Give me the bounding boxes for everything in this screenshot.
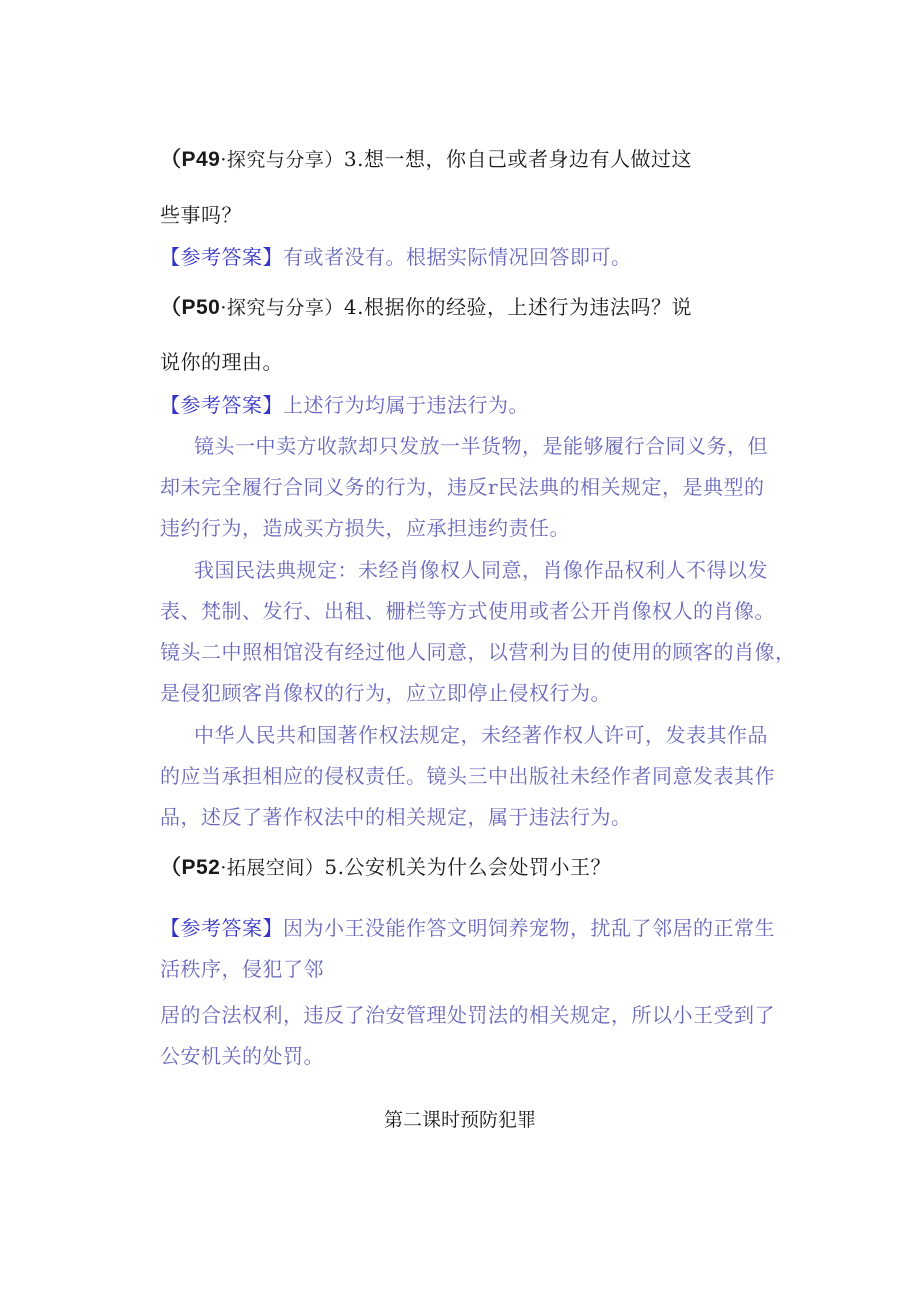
answer-4-para-1-line-2: 却未完全履行合同义务的行为，违反r民法典的相关规定，是典型的 xyxy=(160,475,765,499)
answer-5-line-3: 居的合法权利，违反了治安管理处罚法的相关规定，所以小王受到了 xyxy=(160,1003,775,1027)
question-3-text: 3.想一想，你自己或者身边有人做过这 xyxy=(343,147,693,171)
answer-4-para-2-line-1: 我国民法典规定：未经肖像权人同意，肖像作品权利人不得以发 xyxy=(194,558,768,582)
question-4-section: ·探究与分享） xyxy=(220,297,344,319)
question-4-line-2: 说你的理由。 xyxy=(160,350,283,374)
answer-4-para-1-line-3: 违约行为，造成买方损失，应承担违约责任。 xyxy=(160,516,570,540)
answer-4-para-1-line-1: 镜头一中卖方收款却只发放一半货物，是能够履行合同义务，但 xyxy=(194,434,768,458)
answer-5-line-4: 公安机关的处罚。 xyxy=(160,1044,324,1068)
answer-4 xyxy=(160,391,770,419)
question-5-tag xyxy=(160,856,324,879)
question-5-section: ·拓展空间） xyxy=(220,857,325,879)
answer-4-text: 上述行为均属于违法行为。 xyxy=(283,393,529,417)
answer-4-para-3-line-2: 的应当承担相应的侵权责任。镜头三中出版社未经作者同意发表其作 xyxy=(160,764,775,788)
question-4-text: 4.根据你的经验，上述行为违法吗？说 xyxy=(343,295,693,319)
answer-5-line-1 xyxy=(160,914,775,942)
answer-4-para-3-line-3: 品，述反了著作权法中的相关规定，属于违法行为。 xyxy=(160,805,632,829)
question-4-page-ref: （P50 xyxy=(160,296,221,319)
answer-4-label: 【参考答案】 xyxy=(160,393,283,417)
answer-3 xyxy=(160,243,770,271)
answer-3-text: 有或者没有。根据实际情况回答即可。 xyxy=(283,245,632,269)
answer-5-label: 【参考答案】 xyxy=(160,916,283,940)
answer-5-text: 因为小王没能作答文明饲养宠物，扰乱了邻居的正常生 xyxy=(283,916,775,940)
answer-5-line-2: 活秩序，侵犯了邻 xyxy=(160,957,324,981)
answer-4-para-2-line-3: 镜头二中照相馆没有经过他人同意，以营利为目的使用的顾客的肖像， xyxy=(160,640,796,664)
answer-3-label: 【参考答案】 xyxy=(160,245,283,269)
question-3-line-1 xyxy=(160,145,770,174)
question-5-text: 5.公安机关为什么会处罚小王？ xyxy=(324,855,612,879)
question-5-page-ref: （P52 xyxy=(160,856,221,879)
question-3-section: ·探究与分享） xyxy=(220,149,344,171)
question-4-tag xyxy=(160,296,344,319)
question-3-tag xyxy=(160,148,344,171)
answer-4-para-2-line-4: 是侵犯顾客肖像权的行为，应立即停止侵权行为。 xyxy=(160,681,611,705)
question-4-line-1 xyxy=(160,293,770,322)
question-5 xyxy=(160,853,770,882)
section-title: 第二课时预防犯罪 xyxy=(383,1109,536,1131)
answer-4-para-3-line-1: 中华人民共和国著作权法规定，未经著作权人许可，发表其作品 xyxy=(194,723,768,747)
answer-4-para-2-line-2: 表、梵制、发行、出租、栅栏等方式使用或者公开肖像权人的肖像。 xyxy=(160,599,775,623)
question-3-line-2: 些事吗？ xyxy=(160,203,242,227)
question-3-page-ref: （P49 xyxy=(160,148,221,171)
